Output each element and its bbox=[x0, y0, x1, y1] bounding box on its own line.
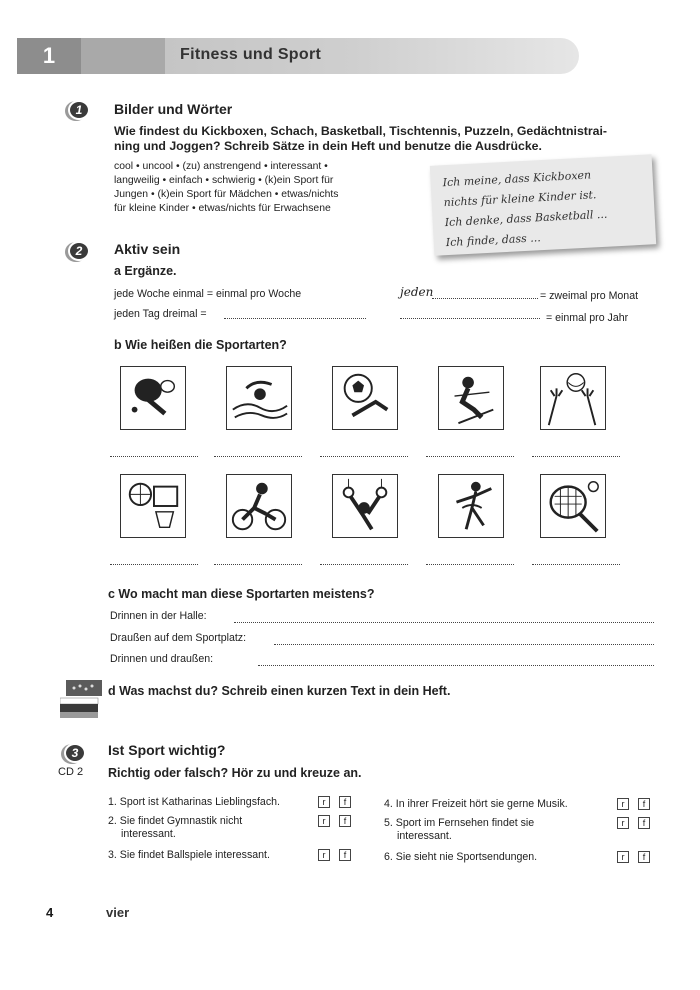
exercise-2a-row2-blank[interactable] bbox=[224, 318, 366, 319]
true-checkbox[interactable]: r bbox=[617, 817, 629, 829]
expression-line: für kleine Kinder • etwas/nichts für Erwachsene bbox=[114, 203, 331, 214]
exercise-2a-row1-blank[interactable] bbox=[432, 298, 538, 299]
answer-blank[interactable] bbox=[110, 564, 198, 565]
note-line: nichts für kleine Kinder ist. bbox=[443, 188, 597, 210]
true-false-item: 3. Sie findet Ballspiele interessant. bbox=[108, 849, 270, 861]
true-false-item: 4. In ihrer Freizeit hört sie gerne Musik. bbox=[384, 798, 568, 810]
exercise-2-title: Aktiv sein bbox=[114, 241, 181, 257]
true-false-item: 6. Sie sieht nie Sportsendungen. bbox=[384, 851, 538, 863]
note-line: Ich finde, dass ... bbox=[445, 231, 541, 250]
page-number: 4 bbox=[46, 905, 54, 920]
expression-line: cool • uncool • (zu) anstrengend • interessant • bbox=[114, 161, 328, 172]
exercise-3-badge: 3 bbox=[64, 743, 86, 763]
exercise-2a-row1-answer: jeden bbox=[400, 285, 434, 299]
cycling-picture bbox=[226, 474, 292, 538]
football-picture bbox=[332, 366, 398, 430]
exercise-2c-row3-blank[interactable] bbox=[258, 665, 654, 666]
volleyball-picture bbox=[540, 366, 606, 430]
cd-track-label: CD 2 bbox=[58, 766, 84, 778]
note-line: Ich denke, dass Basketball ... bbox=[444, 207, 608, 230]
unit-title: Fitness und Sport bbox=[180, 46, 322, 63]
exercise-2c-row2-label: Draußen auf dem Sportplatz: bbox=[110, 632, 247, 644]
answer-blank[interactable] bbox=[426, 456, 514, 457]
exercise-2a-row1-left: jede Woche einmal = einmal pro Woche bbox=[114, 288, 302, 300]
answer-blank[interactable] bbox=[320, 456, 408, 457]
answer-blank[interactable] bbox=[110, 456, 198, 457]
table-tennis-picture bbox=[120, 366, 186, 430]
false-checkbox[interactable]: f bbox=[638, 817, 650, 829]
exercise-2c-row3-label: Drinnen und draußen: bbox=[110, 653, 214, 665]
flag-icon bbox=[60, 680, 102, 720]
example-sentences-note bbox=[430, 154, 656, 255]
expression-line: langweilig • einfach • schwierig • (k)ein Sport für bbox=[114, 175, 334, 186]
exercise-1-badge: 1 bbox=[68, 100, 90, 120]
exercise-3-instruction: Richtig oder falsch? Hör zu und kreuze an. bbox=[108, 766, 362, 780]
exercise-2b-title: b Wie heißen die Sportarten? bbox=[114, 338, 287, 352]
exercise-2c-title: c Wo macht man diese Sportarten meistens? bbox=[108, 587, 375, 601]
exercise-1-instruction-line1: Wie findest du Kickboxen, Schach, Basketball, Tischtennis, Puzzeln, Gedächtnistrai- bbox=[114, 124, 608, 138]
answer-blank[interactable] bbox=[214, 564, 302, 565]
exercise-3-title: Ist Sport wichtig? bbox=[108, 742, 226, 758]
tennis-picture bbox=[540, 474, 606, 538]
page-number-word: vier bbox=[106, 905, 130, 920]
false-checkbox[interactable]: f bbox=[339, 849, 351, 861]
true-checkbox[interactable]: r bbox=[617, 851, 629, 863]
answer-blank[interactable] bbox=[214, 456, 302, 457]
true-checkbox[interactable]: r bbox=[617, 798, 629, 810]
gymnastics-rings-picture bbox=[332, 474, 398, 538]
exercise-2a-row2-blank2[interactable] bbox=[400, 318, 540, 319]
unit-number: 1 bbox=[17, 38, 81, 74]
exercise-2-badge: 2 bbox=[68, 241, 90, 261]
exercise-1-title: Bilder und Wörter bbox=[114, 101, 233, 117]
basketball-picture bbox=[120, 474, 186, 538]
true-false-item: 1. Sport ist Katharinas Lieblingsfach. bbox=[108, 796, 280, 808]
exercise-2a-row1-right: = zweimal pro Monat bbox=[540, 290, 639, 302]
unit-header-gap bbox=[81, 38, 165, 74]
true-false-item: 2. Sie findet Gymnastik nicht interessant. bbox=[108, 815, 243, 840]
false-checkbox[interactable]: f bbox=[339, 815, 351, 827]
answer-blank[interactable] bbox=[532, 564, 620, 565]
exercise-2c-row1-blank[interactable] bbox=[234, 622, 654, 623]
exercise-2a-title: a Ergänze. bbox=[114, 264, 177, 278]
answer-blank[interactable] bbox=[320, 564, 408, 565]
true-checkbox[interactable]: r bbox=[318, 796, 330, 808]
exercise-2a-row2-right: = einmal pro Jahr bbox=[546, 312, 629, 324]
true-false-item: 5. Sport im Fernsehen findet sie interessant. bbox=[384, 817, 535, 842]
expression-line: Jungen • (k)ein Sport für Mädchen • etwas/nichts bbox=[114, 189, 339, 200]
exercise-2c-row2-blank[interactable] bbox=[274, 644, 654, 645]
skiing-picture bbox=[438, 366, 504, 430]
exercise-2c-row1-label: Drinnen in der Halle: bbox=[110, 610, 207, 622]
true-checkbox[interactable]: r bbox=[318, 815, 330, 827]
false-checkbox[interactable]: f bbox=[638, 798, 650, 810]
false-checkbox[interactable]: f bbox=[638, 851, 650, 863]
true-checkbox[interactable]: r bbox=[318, 849, 330, 861]
exercise-2a-row2-left: jeden Tag dreimal = bbox=[114, 308, 207, 320]
false-checkbox[interactable]: f bbox=[339, 796, 351, 808]
answer-blank[interactable] bbox=[532, 456, 620, 457]
exercise-2d-title: d Was machst du? Schreib einen kurzen Text in dein Heft. bbox=[108, 684, 451, 698]
ballet-picture bbox=[438, 474, 504, 538]
exercise-1-instruction-line2: ning und Joggen? Schreib Sätze in dein Heft und benutze die Ausdrücke. bbox=[114, 139, 542, 153]
swimming-picture bbox=[226, 366, 292, 430]
answer-blank[interactable] bbox=[426, 564, 514, 565]
note-line: Ich meine, dass Kickboxen bbox=[442, 168, 592, 190]
